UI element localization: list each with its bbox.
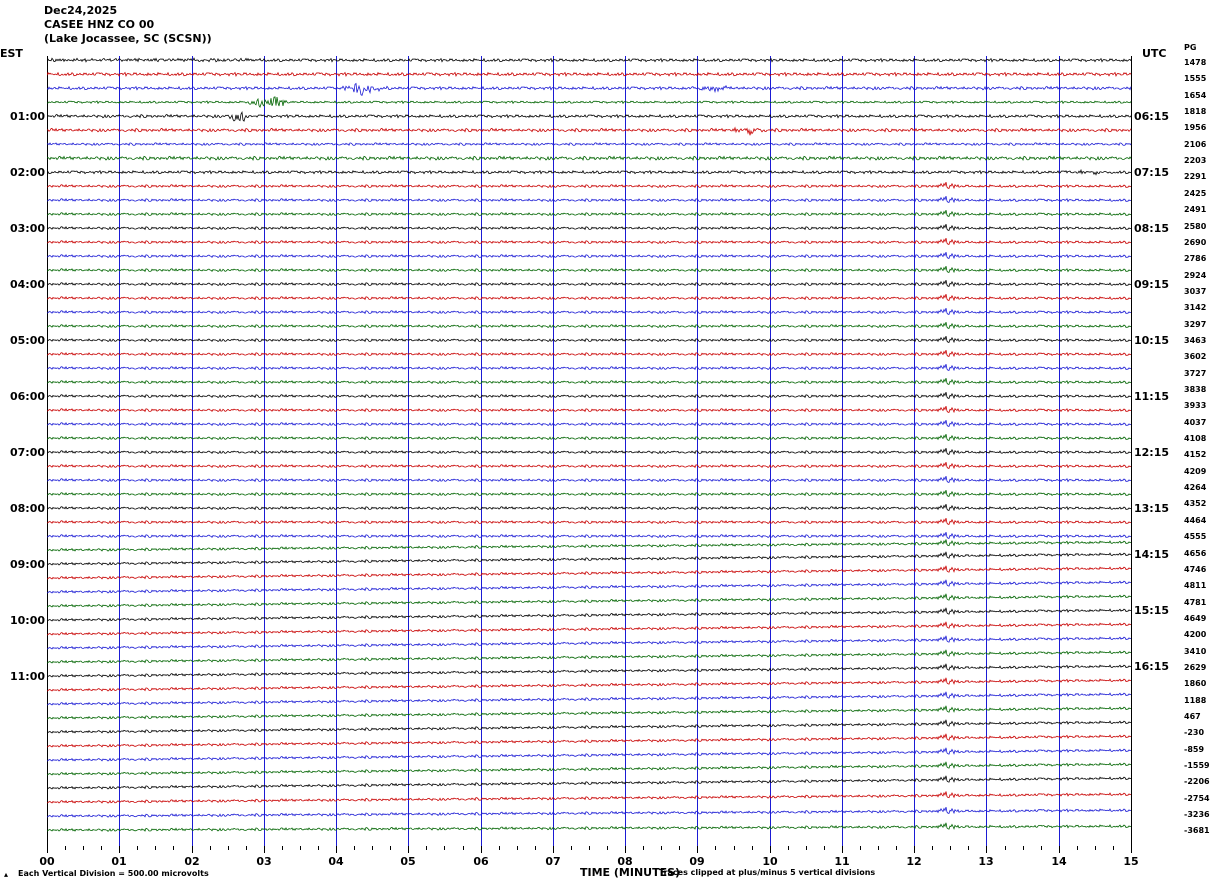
y-tick-label-est: 08:00 xyxy=(10,502,46,515)
x-tick-major xyxy=(47,846,48,853)
pg-value-label: 3838 xyxy=(1184,385,1207,394)
pg-value-label: 4656 xyxy=(1184,548,1207,558)
pg-value-label: 1818 xyxy=(1184,107,1207,117)
pg-value-label: 3037 xyxy=(1184,286,1207,296)
pg-value-label: 3297 xyxy=(1184,319,1207,329)
seismogram-trace xyxy=(47,734,1131,747)
x-axis-title: TIME (MINUTES) xyxy=(580,866,681,879)
seismogram-trace xyxy=(47,552,1131,565)
seismogram-plot xyxy=(47,56,1132,846)
seismogram-trace xyxy=(47,720,1131,733)
x-tick-label: 07 xyxy=(545,855,561,868)
seismogram-trace xyxy=(47,406,1131,412)
x-tick-minor xyxy=(300,846,301,850)
seismogram-trace xyxy=(47,128,1131,136)
seismogram-trace xyxy=(47,462,1131,468)
pg-value-label: 1860 xyxy=(1184,679,1207,689)
x-tick-label: 05 xyxy=(400,855,416,868)
pg-value-label: 2690 xyxy=(1184,237,1207,247)
pg-value-label: -1559 xyxy=(1184,761,1210,771)
seismogram-trace xyxy=(47,490,1131,496)
x-tick-minor xyxy=(589,846,590,850)
pg-value-label: 2580 xyxy=(1184,221,1207,231)
x-tick-minor xyxy=(372,846,373,850)
pg-value-label: -3681 xyxy=(1184,826,1210,836)
x-tick-minor xyxy=(444,846,445,850)
x-tick-label: 09 xyxy=(689,855,705,868)
seismogram-trace xyxy=(47,434,1131,440)
pg-value-label: 4811 xyxy=(1184,581,1207,591)
y-tick-label-utc: 07:15 xyxy=(1134,166,1170,179)
y-tick-label-est: 07:00 xyxy=(10,446,46,459)
pg-value-label: 1555 xyxy=(1184,74,1207,84)
header-location: (Lake Jocassee, SC (SCSN)) xyxy=(44,32,212,45)
x-tick-minor xyxy=(1005,846,1006,850)
y-tick-label-utc: 11:15 xyxy=(1134,390,1170,403)
x-tick-major xyxy=(770,846,771,853)
seismogram-trace xyxy=(47,448,1131,454)
pg-value-label: 4209 xyxy=(1184,466,1207,476)
seismogram-trace xyxy=(47,748,1131,761)
seismogram-trace xyxy=(47,636,1131,649)
x-tick-minor xyxy=(173,846,174,850)
pg-value-label: 3933 xyxy=(1184,401,1207,411)
seismogram-trace xyxy=(47,210,1131,216)
x-tick-major xyxy=(1059,846,1060,853)
seismogram-trace xyxy=(47,540,1131,552)
x-tick-minor xyxy=(210,846,211,850)
x-tick-label: 04 xyxy=(328,855,344,868)
seismogram-trace xyxy=(47,364,1131,370)
x-tick-major xyxy=(842,846,843,853)
seismogram-trace xyxy=(47,823,1131,832)
seismogram-trace xyxy=(47,112,1131,121)
y-tick-label-utc: 13:15 xyxy=(1134,502,1170,515)
x-tick-minor xyxy=(65,846,66,850)
seismogram-trace xyxy=(47,252,1131,258)
x-tick-label: 13 xyxy=(978,855,994,868)
pg-value-label: 2629 xyxy=(1184,662,1207,672)
pg-value-label: 4200 xyxy=(1184,630,1207,640)
pg-value-label: 1654 xyxy=(1184,90,1207,100)
seismogram-trace xyxy=(47,518,1131,524)
seismogram-trace xyxy=(47,678,1131,691)
seismogram-trace xyxy=(47,280,1131,286)
pg-value-label: -230 xyxy=(1184,728,1205,738)
x-tick-minor xyxy=(643,846,644,850)
y-tick-label-utc: 14:15 xyxy=(1134,548,1170,561)
x-tick-minor xyxy=(1095,846,1096,850)
x-tick-minor xyxy=(571,846,572,850)
seismogram-trace xyxy=(47,807,1131,817)
x-tick-minor xyxy=(1041,846,1042,850)
seismogram-trace xyxy=(47,97,1131,107)
x-tick-major xyxy=(119,846,120,853)
x-tick-minor xyxy=(950,846,951,850)
y-tick-label-est: 10:00 xyxy=(10,614,46,627)
seismogram-trace xyxy=(47,664,1131,677)
x-tick-minor xyxy=(463,846,464,850)
pg-value-label: 4152 xyxy=(1184,450,1207,460)
x-tick-label: 02 xyxy=(184,855,200,868)
x-tick-major xyxy=(914,846,915,853)
pg-value-label: 4464 xyxy=(1184,515,1207,525)
x-tick-label: 00 xyxy=(39,855,55,868)
seismogram-trace xyxy=(47,504,1131,510)
x-tick-minor xyxy=(878,846,879,850)
pg-value-label: 4649 xyxy=(1184,613,1207,623)
x-tick-minor xyxy=(426,846,427,850)
x-tick-minor xyxy=(1023,846,1024,850)
seismogram-trace xyxy=(47,692,1131,705)
x-tick-minor xyxy=(1077,846,1078,850)
x-tick-minor xyxy=(806,846,807,850)
x-tick-minor xyxy=(1113,846,1114,850)
x-tick-minor xyxy=(661,846,662,850)
pg-value-label: 467 xyxy=(1184,712,1201,721)
pg-value-label: -3236 xyxy=(1184,810,1210,820)
x-tick-minor xyxy=(788,846,789,850)
seismogram-trace xyxy=(47,762,1131,775)
y-tick-label-est: 02:00 xyxy=(10,166,46,179)
pg-value-label: 4352 xyxy=(1184,499,1207,509)
x-tick-label: 08 xyxy=(617,855,633,868)
seismogram-trace xyxy=(47,170,1131,175)
x-tick-minor xyxy=(83,846,84,850)
x-tick-minor xyxy=(318,846,319,850)
x-tick-label: 11 xyxy=(834,855,850,868)
pg-value-label: 1956 xyxy=(1184,123,1207,133)
footer-clip-note: Traces clipped at plus/minus 5 vertical divisions xyxy=(659,868,876,877)
y-tick-label-utc: 10:15 xyxy=(1134,334,1170,347)
y-tick-label-utc: 16:15 xyxy=(1134,660,1170,673)
y-tick-label-est: 03:00 xyxy=(10,222,46,235)
pg-value-label: 4746 xyxy=(1184,564,1207,574)
x-tick-minor xyxy=(752,846,753,850)
pg-value-label: 1188 xyxy=(1184,695,1207,705)
seismogram-trace xyxy=(47,238,1131,244)
x-tick-major xyxy=(408,846,409,853)
x-tick-minor xyxy=(968,846,969,850)
pg-value-label: 4555 xyxy=(1184,532,1207,542)
pg-value-label: 2291 xyxy=(1184,172,1207,182)
x-tick-label: 06 xyxy=(473,855,489,868)
seismogram-trace xyxy=(47,392,1131,398)
seismogram-trace xyxy=(47,143,1131,146)
seismogram-trace xyxy=(47,308,1131,314)
x-tick-minor xyxy=(155,846,156,850)
seismogram-trace xyxy=(47,84,1131,96)
pg-value-label: 2425 xyxy=(1184,188,1207,198)
pg-value-label: 3727 xyxy=(1184,368,1207,378)
seismogram-trace xyxy=(47,294,1131,300)
seismogram-trace xyxy=(47,594,1131,607)
y-tick-label-est: 05:00 xyxy=(10,334,46,347)
seismogram-trace xyxy=(47,420,1131,426)
x-tick-minor xyxy=(499,846,500,850)
pg-value-label: 2924 xyxy=(1184,270,1207,280)
x-tick-minor xyxy=(932,846,933,850)
axis-label-utc: UTC xyxy=(1142,47,1167,60)
x-tick-minor xyxy=(354,846,355,850)
seismogram-trace xyxy=(47,58,1131,62)
pg-value-label: 2491 xyxy=(1184,205,1207,215)
seismogram-trace xyxy=(47,650,1131,663)
seismogram-trace xyxy=(47,336,1131,342)
seismogram-trace xyxy=(47,378,1131,384)
y-tick-label-est: 11:00 xyxy=(10,670,46,683)
x-tick-label: 03 xyxy=(256,855,272,868)
seismogram-trace xyxy=(47,566,1131,579)
pg-value-label: -2206 xyxy=(1184,777,1210,787)
y-tick-label-est: 01:00 xyxy=(10,110,46,123)
pg-value-label: -2754 xyxy=(1184,793,1210,803)
seismogram-trace xyxy=(47,776,1131,789)
x-tick-minor xyxy=(101,846,102,850)
pg-value-label: 3602 xyxy=(1184,352,1207,362)
pg-value-label: 3410 xyxy=(1184,646,1207,656)
x-tick-major xyxy=(553,846,554,853)
x-tick-major xyxy=(336,846,337,853)
pg-value-label: 3463 xyxy=(1184,335,1207,345)
y-tick-label-est: 09:00 xyxy=(10,558,46,571)
x-tick-minor xyxy=(824,846,825,850)
x-tick-minor xyxy=(517,846,518,850)
y-tick-label-utc: 08:15 xyxy=(1134,222,1170,235)
x-tick-label: 14 xyxy=(1051,855,1067,868)
y-tick-label-utc: 09:15 xyxy=(1134,278,1170,291)
pg-value-label: 4264 xyxy=(1184,483,1207,493)
x-tick-minor xyxy=(860,846,861,850)
x-tick-major xyxy=(1131,846,1132,853)
seismogram-trace xyxy=(47,196,1131,202)
footer-scale-note: Each Vertical Division = 500.00 microvolts xyxy=(18,869,209,878)
seismogram-trace xyxy=(47,608,1131,621)
pg-value-label: 4781 xyxy=(1184,597,1207,607)
seismogram-trace xyxy=(47,156,1131,160)
y-tick-label-est: 06:00 xyxy=(10,390,46,403)
header-station: CASEE HNZ CO 00 xyxy=(44,18,155,31)
pg-value-label: 2786 xyxy=(1184,254,1207,264)
x-tick-minor xyxy=(896,846,897,850)
x-tick-label: 12 xyxy=(906,855,922,868)
seismogram-trace xyxy=(47,476,1131,482)
y-tick-label-utc: 15:15 xyxy=(1134,604,1170,617)
x-tick-major xyxy=(481,846,482,853)
x-tick-major xyxy=(986,846,987,853)
header-date: Dec24,2025 xyxy=(44,4,118,17)
x-tick-minor xyxy=(607,846,608,850)
pg-value-label: 4108 xyxy=(1184,434,1207,444)
seismogram-trace xyxy=(47,622,1131,635)
y-tick-label-est: 04:00 xyxy=(10,278,46,291)
pg-value-label: 1478 xyxy=(1184,58,1207,67)
pg-value-label: -859 xyxy=(1184,744,1205,754)
seismogram-trace xyxy=(47,792,1131,804)
axis-label-est: EST xyxy=(0,47,23,60)
x-tick-minor xyxy=(246,846,247,850)
seismogram-trace xyxy=(47,350,1131,356)
seismogram-trace xyxy=(47,266,1131,272)
x-tick-minor xyxy=(137,846,138,850)
pg-value-label: 4037 xyxy=(1184,417,1207,427)
x-tick-minor xyxy=(390,846,391,850)
x-tick-major xyxy=(192,846,193,853)
seismogram-trace xyxy=(47,706,1131,719)
y-tick-label-utc: 12:15 xyxy=(1134,446,1170,459)
trace-canvas xyxy=(47,56,1132,846)
pg-value-label: 2106 xyxy=(1184,139,1207,149)
footer-arrow-icon: ▴ xyxy=(4,870,9,879)
seismogram-trace xyxy=(47,73,1131,76)
x-tick-major xyxy=(697,846,698,853)
x-tick-minor xyxy=(228,846,229,850)
x-tick-major xyxy=(625,846,626,853)
x-tick-label: 01 xyxy=(111,855,127,868)
x-tick-major xyxy=(264,846,265,853)
pg-value-label: 3142 xyxy=(1184,303,1207,313)
x-tick-minor xyxy=(679,846,680,850)
seismogram-trace xyxy=(47,532,1131,538)
x-tick-label: 15 xyxy=(1123,855,1139,868)
seismogram-trace xyxy=(47,224,1131,230)
y-tick-label-utc: 06:15 xyxy=(1134,110,1170,123)
axis-label-pg: PG xyxy=(1184,43,1197,52)
x-tick-minor xyxy=(282,846,283,850)
seismogram-trace xyxy=(47,580,1131,593)
pg-value-label: 2203 xyxy=(1184,156,1207,166)
x-tick-label: 10 xyxy=(762,855,778,868)
seismogram-trace xyxy=(47,182,1131,188)
x-tick-minor xyxy=(734,846,735,850)
x-tick-minor xyxy=(715,846,716,850)
x-axis-ticks xyxy=(47,846,1132,854)
seismogram-trace xyxy=(47,322,1131,328)
x-tick-minor xyxy=(535,846,536,850)
